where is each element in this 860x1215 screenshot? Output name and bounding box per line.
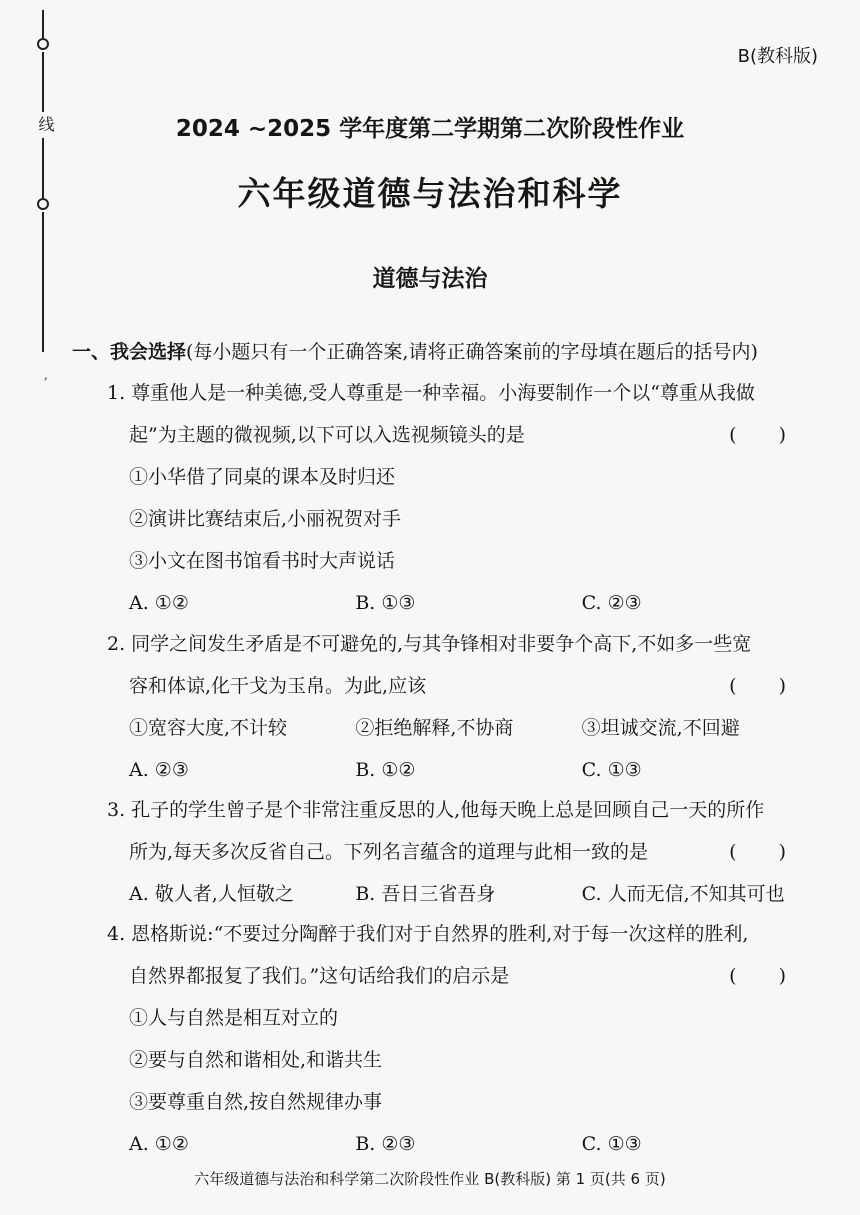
- section-heading: [72, 337, 758, 364]
- option-b: B. 吾日三省吾身: [355, 883, 496, 905]
- question-text: 容和体谅,化干戈为玉帛。为此,应该: [129, 675, 427, 697]
- question-text: 起”为主题的微视频,以下可以入选视频镜头的是: [129, 424, 525, 446]
- question-text-cont: [107, 665, 808, 707]
- question-text: 自然界都报复了我们。”这句话给我们的启示是: [129, 965, 510, 987]
- question-text: 2. 同学之间发生矛盾是不可避免的,与其争锋相对非要争个高下,不如多一些宽: [107, 633, 752, 655]
- statement-item: ①小华借了同桌的课本及时归还: [129, 466, 396, 488]
- question-text: 1. 尊重他人是一种美德,受人尊重是一种幸福。小海要制作一个以“尊重从我做: [107, 382, 755, 404]
- binding-line: [42, 10, 44, 38]
- statement-item: ③要尊重自然,按自然规律办事: [129, 1091, 383, 1113]
- binding-line-label: 线: [36, 116, 55, 132]
- option-c: C. ①③: [581, 759, 642, 781]
- statement-items-inline: [107, 707, 808, 749]
- option-b: B. ②③: [355, 1133, 416, 1155]
- option-c: C. 人而无信,不知其可也: [581, 883, 785, 905]
- answer-options: [107, 749, 808, 791]
- question-text: 所为,每天多次反省自己。下列名言蕴含的道理与此相一致的是: [129, 841, 649, 863]
- statement-item: ①人与自然是相互对立的: [129, 1007, 339, 1029]
- question-text-cont: [107, 831, 808, 873]
- statement-item: ②演讲比赛结束后,小丽祝贺对手: [129, 508, 402, 530]
- binding-hole-top: [37, 38, 49, 50]
- statement-item: ②拒绝解释,不协商: [355, 717, 514, 739]
- answer-blank[interactable]: ( ): [729, 965, 804, 987]
- option-c: C. ①③: [581, 1133, 642, 1155]
- statement-item: ③小文在图书馆看书时大声说话: [129, 550, 396, 572]
- section-number-title: 一、我会选择: [72, 341, 187, 363]
- option-c: C. ②③: [581, 592, 642, 614]
- page-footer: 六年级道德与法治和科学第二次阶段性作业 B(教科版) 第 1 页(共 6 页): [194, 1170, 666, 1188]
- answer-blank[interactable]: ( ): [729, 424, 804, 446]
- question-3: [107, 789, 808, 915]
- binding-mark: ,: [44, 368, 48, 382]
- question-1: [107, 372, 808, 624]
- option-a: A. ①②: [129, 592, 189, 614]
- answer-options: [107, 873, 808, 915]
- option-b: B. ①③: [355, 592, 416, 614]
- statement-item: ①宽容大度,不计较: [129, 717, 288, 739]
- question-text-cont: [107, 955, 808, 997]
- statement-item: ③坦诚交流,不回避: [581, 717, 740, 739]
- answer-blank[interactable]: ( ): [729, 841, 804, 863]
- subject-title: 六年级道德与法治和科学: [237, 174, 623, 213]
- option-b: B. ①②: [355, 759, 416, 781]
- answer-options: [107, 1123, 808, 1165]
- option-a: A. ①②: [129, 1133, 189, 1155]
- section-instruction: (每小题只有一个正确答案,请将正确答案前的字母填在题后的括号内): [186, 341, 758, 363]
- question-2: [107, 623, 808, 791]
- version-label: B(教科版): [737, 46, 818, 67]
- option-a: A. 敬人者,人恒敬之: [129, 883, 294, 905]
- binding-line: [42, 52, 44, 112]
- answer-options: [107, 582, 808, 624]
- answer-blank[interactable]: ( ): [729, 675, 804, 697]
- part-title: 道德与法治: [372, 266, 488, 292]
- question-text: 4. 恩格斯说:“不要过分陶醉于我们对于自然界的胜利,对于每一次这样的胜利,: [107, 923, 749, 945]
- option-a: A. ②③: [129, 759, 189, 781]
- statement-item: ②要与自然和谐相处,和谐共生: [129, 1049, 383, 1071]
- exam-title: 2024 ~2025 学年度第二学期第二次阶段性作业: [175, 116, 685, 142]
- question-4: [107, 913, 808, 1165]
- question-text-cont: [107, 414, 808, 456]
- question-text: 3. 孔子的学生曾子是个非常注重反思的人,他每天晚上总是回顾自己一天的所作: [107, 799, 765, 821]
